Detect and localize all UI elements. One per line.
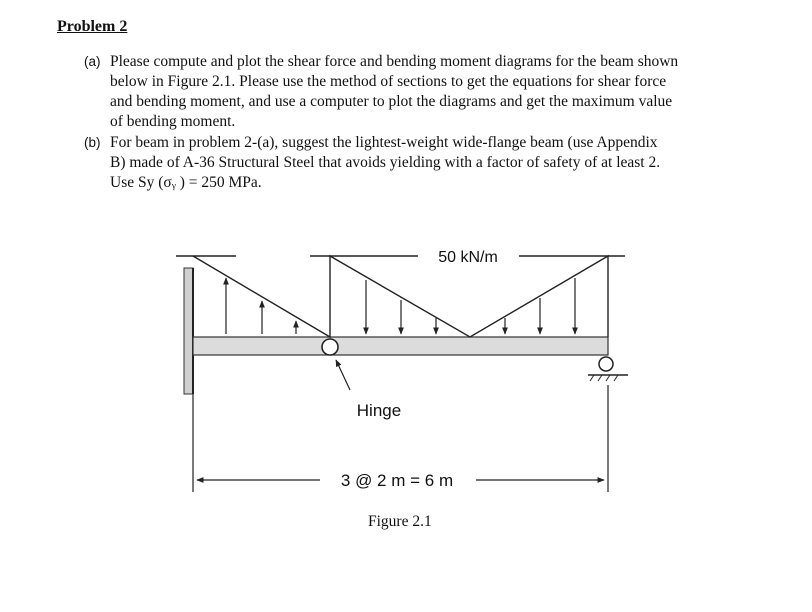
hinge-icon bbox=[322, 339, 338, 355]
part-a-line: Please compute and plot the shear force and bending moment diagrams for the beam shown bbox=[110, 53, 679, 70]
span-label: 3 @ 2 m = 6 m bbox=[340, 471, 454, 490]
part-a-marker: (a) bbox=[84, 54, 101, 69]
beam bbox=[193, 337, 608, 355]
part-a-line: of bending moment. bbox=[110, 113, 236, 130]
fixed-wall-support bbox=[184, 268, 193, 394]
part-a-line: below in Figure 2.1. Please use the method of sections to get the equations for shear force bbox=[110, 73, 667, 90]
load-label: 50 kN/m bbox=[438, 249, 498, 266]
hinge-label: Hinge bbox=[356, 401, 402, 420]
part-b-marker: (b) bbox=[84, 135, 101, 150]
part-b-line: B) made of A-36 Structural Steel that avoids yielding with a factor of safety of at least 2. bbox=[110, 154, 661, 171]
hinge-leader bbox=[336, 360, 350, 390]
roller-support-icon bbox=[588, 357, 628, 381]
part-b-line: Use Sy (σᵧ ) = 250 MPa. bbox=[110, 174, 262, 191]
problem-title: Problem 2 bbox=[57, 18, 128, 35]
part-b-line: For beam in problem 2-(a), suggest the lightest-weight wide-flange beam (use Appendix bbox=[110, 134, 658, 151]
figure-caption: Figure 2.1 bbox=[368, 513, 432, 530]
part-a-line: and bending moment, and use a computer to plot the diagrams and get the maximum value bbox=[110, 93, 673, 110]
